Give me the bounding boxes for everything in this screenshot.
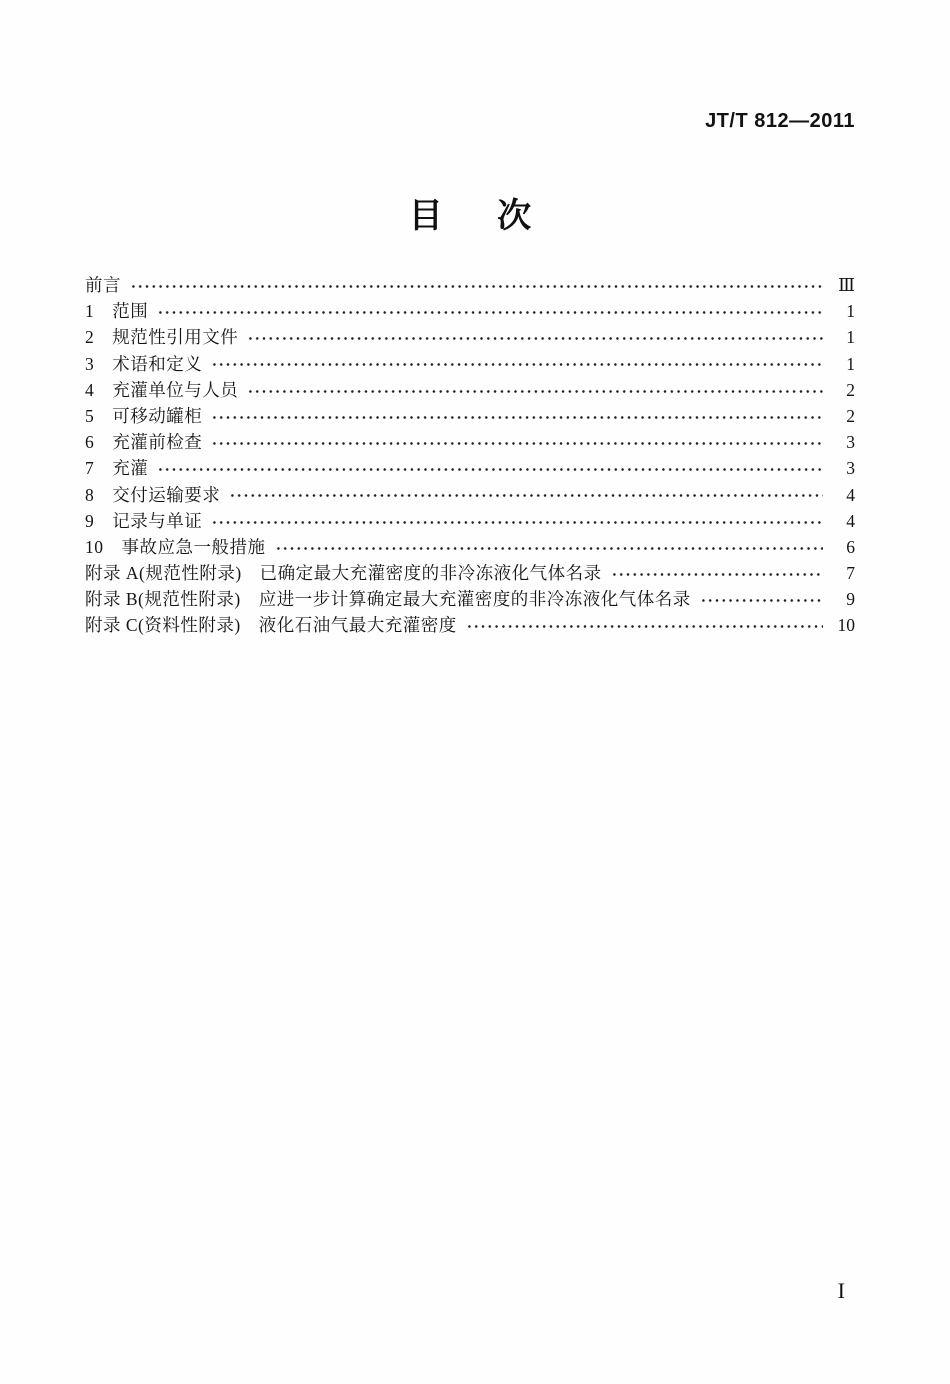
toc-entry-label: 8 交付运输要求 (85, 484, 221, 505)
toc-row-8 (85, 482, 855, 508)
toc-row-6 (85, 429, 855, 455)
dot-leader (611, 560, 823, 586)
dot-leader (211, 429, 823, 455)
dot-leader (247, 324, 823, 350)
toc-entry-label: 7 充灌 (85, 458, 149, 479)
toc-row-5 (85, 403, 855, 429)
dot-leader (700, 586, 823, 612)
footer-page-number: I (837, 1278, 845, 1303)
toc-page-number: 4 (846, 510, 855, 531)
toc-entry-label: 9 记录与单证 (85, 510, 203, 531)
dot-leader (211, 351, 823, 377)
toc-entry-label: 6 充灌前检查 (85, 432, 203, 453)
page-title: 目 次 (408, 198, 542, 235)
toc-row-7 (85, 455, 855, 481)
toc-row-2 (85, 324, 855, 350)
toc-page-number: 7 (846, 563, 855, 584)
toc-entry-label: 附录 B(规范性附录) 应进一步计算确定最大充灌密度的非冷冻液化气体名录 (85, 589, 691, 610)
toc-entry-label: 附录 A(规范性附录) 已确定最大充灌密度的非冷冻液化气体名录 (85, 563, 602, 584)
toc-entry-label: 3 术语和定义 (85, 353, 203, 374)
toc-row-3 (85, 351, 855, 377)
toc-entry-label: 2 规范性引用文件 (85, 327, 239, 348)
toc-page-number: 2 (846, 405, 855, 426)
dot-leader (211, 508, 823, 534)
toc-row-10 (85, 534, 855, 560)
dot-leader (247, 377, 823, 403)
toc-entry-label: 前言 (85, 275, 121, 295)
toc-page-number: 2 (846, 379, 855, 400)
toc-page-number: 10 (837, 615, 855, 636)
toc-page-number: 1 (846, 301, 855, 322)
dot-leader (466, 612, 823, 638)
toc-page-number: 6 (846, 536, 855, 557)
toc-page-number: 3 (846, 458, 855, 479)
toc-page-number: 4 (846, 484, 855, 505)
toc-page-number: 3 (846, 432, 855, 453)
dot-leader (211, 403, 823, 429)
toc-page-number: 1 (846, 327, 855, 348)
toc-entry-label: 5 可移动罐柜 (85, 405, 203, 426)
toc-row-4 (85, 377, 855, 403)
toc-row-9 (85, 508, 855, 534)
toc-entry-label: 1 范围 (85, 301, 149, 322)
toc-row-1 (85, 298, 855, 324)
toc-page-number: 9 (846, 589, 855, 610)
toc-row-appendix-c (85, 612, 855, 638)
toc-row-appendix-b (85, 586, 855, 612)
toc-entry-label: 10 事故应急一般措施 (85, 536, 266, 557)
toc-entry-label: 4 充灌单位与人员 (85, 379, 239, 400)
toc-page-number: 1 (846, 353, 855, 374)
dot-leader (229, 482, 823, 508)
dot-leader (157, 455, 823, 481)
standard-number: JT/T 812—2011 (705, 110, 855, 132)
toc-row-appendix-a (85, 560, 855, 586)
toc-row-foreword (85, 272, 855, 298)
toc-page-number: Ⅲ (838, 275, 855, 295)
dot-leader (157, 298, 823, 324)
dot-leader (275, 534, 824, 560)
dot-leader (130, 272, 823, 298)
table-of-contents (85, 272, 855, 639)
toc-entry-label: 附录 C(资料性附录) 液化石油气最大充灌密度 (85, 615, 457, 636)
